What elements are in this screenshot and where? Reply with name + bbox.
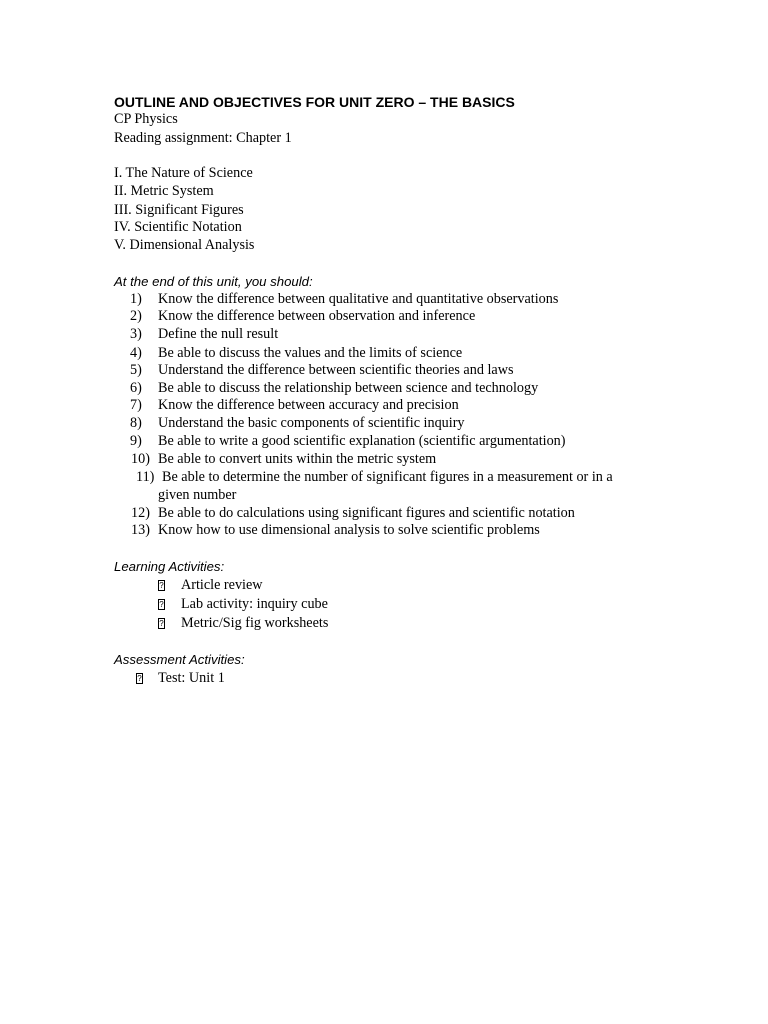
outline-item: I. The Nature of Science	[114, 165, 253, 181]
reading-assignment: Reading assignment: Chapter 1	[114, 130, 292, 146]
objectives-heading: At the end of this unit, you should:	[114, 274, 313, 289]
objective-text: Know how to use dimensional analysis to solve scientific problems	[158, 522, 540, 538]
outline-item: III. Significant Figures	[114, 202, 244, 218]
objective-number: 4)	[130, 345, 142, 361]
learning-activity-text: Lab activity: inquiry cube	[181, 596, 328, 612]
objective-text: Be able to determine the number of significant figures in a measurement or in a	[162, 469, 613, 485]
objective-text: Understand the basic components of scientific inquiry	[158, 415, 465, 431]
objective-number: 12)	[131, 505, 150, 521]
objective-number: 7)	[130, 397, 142, 413]
objective-text: Be able to write a good scientific explanation (scientific argumentation)	[158, 433, 566, 449]
document-title: OUTLINE AND OBJECTIVES FOR UNIT ZERO – THE BASICS	[114, 94, 515, 110]
bullet-box-icon: ?	[159, 581, 164, 590]
objective-text: Define the null result	[158, 326, 279, 342]
objective-number: 9)	[130, 433, 142, 449]
bullet-box-icon: ?	[137, 674, 142, 683]
objective-text: Understand the difference between scientific theories and laws	[158, 362, 514, 378]
bullet-box-icon: ?	[159, 619, 164, 628]
objective-number: 13)	[131, 522, 150, 538]
objective-number: 3)	[130, 326, 142, 342]
objective-number: 10)	[131, 451, 150, 467]
objective-text: Be able to do calculations using significant figures and scientific notation	[158, 505, 575, 521]
objective-text: Know the difference between accuracy and precision	[158, 397, 459, 413]
objective-number: 2)	[130, 308, 142, 324]
outline-item: V. Dimensional Analysis	[114, 237, 255, 253]
objective-text: Be able to discuss the values and the limits of science	[158, 345, 463, 361]
learning-activity-text: Article review	[181, 577, 263, 593]
outline-item: II. Metric System	[114, 183, 214, 199]
learning-activities-heading: Learning Activities:	[114, 559, 225, 574]
learning-activity-text: Metric/Sig fig worksheets	[181, 615, 329, 631]
objective-text: Know the difference between qualitative and quantitative observations	[158, 291, 559, 307]
objective-text: Be able to convert units within the metric system	[158, 451, 437, 467]
objective-text: Know the difference between observation and inference	[158, 308, 476, 324]
objective-number: 8)	[130, 415, 142, 431]
assessment-activity-text: Test: Unit 1	[158, 670, 225, 686]
objective-number: 1)	[130, 291, 142, 307]
objective-number: 11)	[136, 469, 155, 485]
objective-text: Be able to discuss the relationship between science and technology	[158, 380, 539, 396]
bullet-box-icon: ?	[159, 600, 164, 609]
objective-number: 6)	[130, 380, 142, 396]
course-name: CP Physics	[114, 111, 178, 127]
assessment-activities-heading: Assessment Activities:	[114, 652, 245, 667]
objective-number: 5)	[130, 362, 142, 378]
objective-text-continued: given number	[158, 487, 237, 503]
outline-item: IV. Scientific Notation	[114, 219, 242, 235]
